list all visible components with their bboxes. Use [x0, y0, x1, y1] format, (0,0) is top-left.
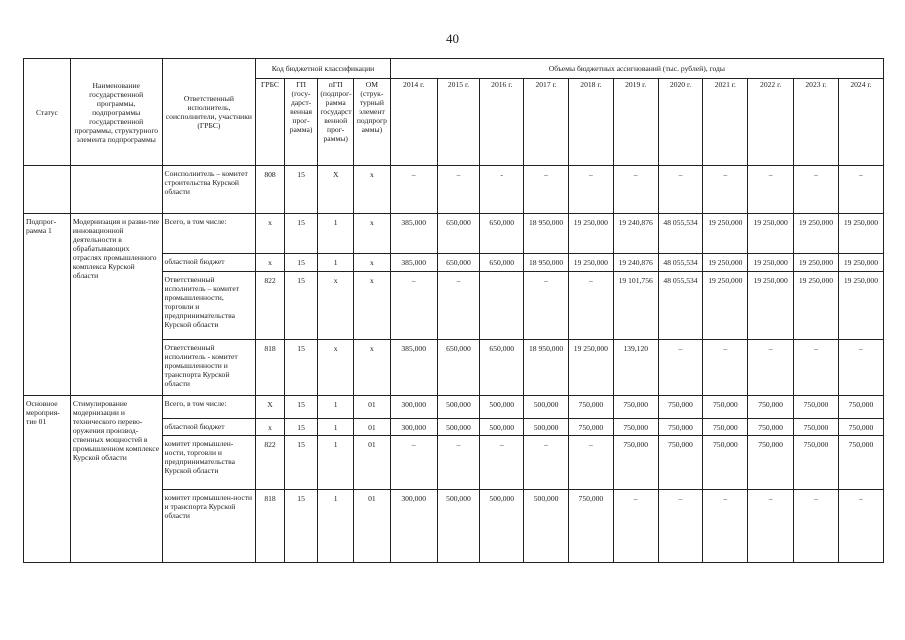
header-om: ОМ (струк-турный элемент подпрогр аммы) — [354, 79, 391, 166]
value-cell: 750,000 — [838, 396, 883, 419]
value-cell: – — [703, 340, 748, 396]
value-cell: 750,000 — [658, 436, 703, 490]
om-cell: 01 — [354, 396, 391, 419]
value-cell: 19 101,756 — [613, 272, 658, 340]
value-cell: 500,000 — [437, 419, 480, 436]
header-year: 2014 г. — [390, 79, 437, 166]
header-year: 2018 г. — [568, 79, 613, 166]
value-cell: – — [524, 436, 569, 490]
value-cell: 385,000 — [390, 340, 437, 396]
om-cell: х — [354, 254, 391, 272]
value-cell: 18 950,000 — [524, 214, 569, 254]
value-cell: 48 055,534 — [658, 214, 703, 254]
responsible-cell: Ответственный исполнитель – комитет промышленности, торговли и предпринимательства Курской области — [162, 272, 256, 340]
value-cell: – — [794, 340, 839, 396]
value-cell: – — [437, 166, 480, 214]
pgp-cell: Х — [318, 166, 354, 214]
responsible-cell: областной бюджет — [162, 254, 256, 272]
responsible-cell: комитет промышлен-ности, торговли и предпринимательства Курской области — [162, 436, 256, 490]
value-cell: 19 250,000 — [703, 254, 748, 272]
header-gp: ГП (госу-дарст-венная прог-рамма) — [284, 79, 318, 166]
value-cell: 385,000 — [390, 254, 437, 272]
value-cell: 19 250,000 — [794, 272, 839, 340]
value-cell: – — [838, 166, 883, 214]
status-cell: Подпрог-рамма 1 — [24, 214, 71, 396]
value-cell: 300,000 — [390, 490, 437, 563]
pgp-cell: х — [318, 272, 354, 340]
value-cell: 500,000 — [524, 490, 569, 563]
header-year: 2015 г. — [437, 79, 480, 166]
pgp-cell: 1 — [318, 490, 354, 563]
value-cell: – — [437, 436, 480, 490]
value-cell: 750,000 — [838, 419, 883, 436]
header-year: 2019 г. — [613, 79, 658, 166]
value-cell: 19 240,876 — [613, 254, 658, 272]
value-cell: 750,000 — [748, 419, 794, 436]
value-cell: – — [390, 166, 437, 214]
value-cell: 750,000 — [838, 436, 883, 490]
table-row — [24, 396, 884, 419]
value-cell: 48 055,534 — [658, 254, 703, 272]
value-cell: 750,000 — [658, 419, 703, 436]
value-cell: 19 250,000 — [794, 254, 839, 272]
value-cell: 19 250,000 — [748, 272, 794, 340]
value-cell: 750,000 — [568, 490, 613, 563]
header-budget-code: Код бюджетной классификации — [256, 59, 390, 79]
value-cell: – — [524, 166, 569, 214]
responsible-cell: Всего, в том числе: — [162, 214, 256, 254]
value-cell: 19 250,000 — [703, 214, 748, 254]
header-year: 2023 г. — [794, 79, 839, 166]
om-cell: х — [354, 166, 391, 214]
page-number: 40 — [446, 31, 459, 46]
value-cell: 650,000 — [437, 340, 480, 396]
value-cell: – — [838, 340, 883, 396]
value-cell: 19 250,000 — [838, 272, 883, 340]
value-cell: 750,000 — [748, 396, 794, 419]
responsible-cell: комитет промышлен-ности и транспорта Курской области — [162, 490, 256, 563]
header-responsible: Ответственный исполнитель, соисполнители, участники (ГРБС) — [162, 59, 256, 166]
value-cell: 750,000 — [613, 436, 658, 490]
pgp-cell: 1 — [318, 396, 354, 419]
budget-table — [23, 58, 884, 563]
grbs-cell: 818 — [256, 340, 285, 396]
value-cell: 18 950,000 — [524, 340, 569, 396]
header-volumes: Объемы бюджетных ассигнований (тыс. рублей), годы — [390, 59, 883, 79]
value-cell — [480, 272, 524, 340]
gp-cell: 15 — [284, 340, 318, 396]
value-cell: 19 250,000 — [748, 254, 794, 272]
value-cell: – — [613, 166, 658, 214]
value-cell: – — [748, 166, 794, 214]
value-cell: 48 055,534 — [658, 272, 703, 340]
value-cell: – — [568, 272, 613, 340]
header-year: 2020 г. — [658, 79, 703, 166]
header-year: 2022 г. — [748, 79, 794, 166]
value-cell: – — [437, 272, 480, 340]
value-cell: 750,000 — [794, 419, 839, 436]
value-cell: – — [748, 490, 794, 563]
responsible-cell: Ответственный исполнитель - комитет промышленности и транспорта Курской области — [162, 340, 256, 396]
value-cell: 139,120 — [613, 340, 658, 396]
name-cell: Модернизация и разви-тие инновационной деятельности в обрабатывающих отраслях промышленного комплекса Курской области — [70, 214, 162, 396]
pgp-cell: 1 — [318, 254, 354, 272]
value-cell: 650,000 — [437, 254, 480, 272]
value-cell: 500,000 — [480, 419, 524, 436]
responsible-cell: Всего, в том числе: — [162, 396, 256, 419]
value-cell: – — [794, 490, 839, 563]
value-cell: 19 250,000 — [568, 214, 613, 254]
value-cell: 300,000 — [390, 419, 437, 436]
value-cell: 750,000 — [568, 419, 613, 436]
header-status: Статус — [24, 59, 71, 166]
table-row — [24, 166, 884, 214]
value-cell: 19 250,000 — [838, 214, 883, 254]
value-cell: 19 250,000 — [794, 214, 839, 254]
om-cell: х — [354, 272, 391, 340]
gp-cell: 15 — [284, 396, 318, 419]
value-cell: 650,000 — [480, 214, 524, 254]
value-cell: – — [658, 490, 703, 563]
grbs-cell: 818 — [256, 490, 285, 563]
gp-cell: 15 — [284, 419, 318, 436]
value-cell: 750,000 — [613, 419, 658, 436]
pgp-cell: 1 — [318, 214, 354, 254]
pgp-cell: х — [318, 340, 354, 396]
value-cell: – — [568, 166, 613, 214]
value-cell: 18 950,000 — [524, 254, 569, 272]
status-cell: Основное мероприя-тие 01 — [24, 396, 71, 563]
value-cell: 500,000 — [480, 396, 524, 419]
responsible-cell: Соисполнитель – комитет строительства Курской области — [162, 166, 256, 214]
value-cell: 19 250,000 — [838, 254, 883, 272]
om-cell: 01 — [354, 490, 391, 563]
grbs-cell: х — [256, 214, 285, 254]
value-cell: – — [703, 490, 748, 563]
value-cell: 500,000 — [437, 490, 480, 563]
value-cell: – — [613, 490, 658, 563]
value-cell: - — [480, 166, 524, 214]
value-cell: 19 250,000 — [703, 272, 748, 340]
value-cell: 650,000 — [437, 214, 480, 254]
value-cell: – — [658, 166, 703, 214]
value-cell: 19 250,000 — [568, 340, 613, 396]
header-year: 2016 г. — [480, 79, 524, 166]
value-cell: – — [390, 436, 437, 490]
value-cell: – — [748, 340, 794, 396]
value-cell: 750,000 — [794, 396, 839, 419]
value-cell: 300,000 — [390, 396, 437, 419]
gp-cell: 15 — [284, 214, 318, 254]
value-cell: – — [794, 166, 839, 214]
value-cell: 750,000 — [568, 396, 613, 419]
responsible-cell: областной бюджет — [162, 419, 256, 436]
value-cell: 750,000 — [748, 436, 794, 490]
gp-cell: 15 — [284, 436, 318, 490]
grbs-cell: 808 — [256, 166, 285, 214]
value-cell: – — [480, 436, 524, 490]
grbs-cell: 822 — [256, 436, 285, 490]
grbs-cell: х — [256, 254, 285, 272]
name-cell: Стимулирование модернизации и технического перево-оружения производ-ственных мощностей в промышленном комплексе Курской области — [70, 396, 162, 563]
value-cell: 750,000 — [613, 396, 658, 419]
grbs-cell: 822 — [256, 272, 285, 340]
value-cell: – — [390, 272, 437, 340]
header-grbs: ГРБС — [256, 79, 285, 166]
value-cell: 19 250,000 — [568, 254, 613, 272]
om-cell: х — [354, 214, 391, 254]
gp-cell: 15 — [284, 272, 318, 340]
grbs-cell: х — [256, 419, 285, 436]
gp-cell: 15 — [284, 166, 318, 214]
header-year: 2021 г. — [703, 79, 748, 166]
header-year: 2024 г. — [838, 79, 883, 166]
om-cell: 01 — [354, 419, 391, 436]
value-cell: – — [838, 490, 883, 563]
value-cell: 19 240,876 — [613, 214, 658, 254]
value-cell: 750,000 — [794, 436, 839, 490]
om-cell: х — [354, 340, 391, 396]
pgp-cell: 1 — [318, 419, 354, 436]
name-cell — [70, 166, 162, 214]
value-cell: 500,000 — [480, 490, 524, 563]
value-cell: – — [568, 436, 613, 490]
value-cell: 500,000 — [524, 419, 569, 436]
value-cell: 19 250,000 — [748, 214, 794, 254]
value-cell: 750,000 — [703, 419, 748, 436]
gp-cell: 15 — [284, 254, 318, 272]
table-row — [24, 214, 884, 254]
pgp-cell: 1 — [318, 436, 354, 490]
value-cell: 650,000 — [480, 340, 524, 396]
value-cell: 750,000 — [658, 396, 703, 419]
value-cell: 385,000 — [390, 214, 437, 254]
header-pgp: пГП (подпрог-рамма государст венной прог-раммы) — [318, 79, 354, 166]
value-cell: – — [703, 166, 748, 214]
value-cell: 500,000 — [437, 396, 480, 419]
value-cell: 750,000 — [703, 436, 748, 490]
value-cell: 650,000 — [480, 254, 524, 272]
om-cell: 01 — [354, 436, 391, 490]
header-name: Наименование государственной программы, подпрограммы государственной программы, структурного элемента подпрограммы — [70, 59, 162, 166]
value-cell: – — [524, 272, 569, 340]
value-cell: 750,000 — [703, 396, 748, 419]
grbs-cell: Х — [256, 396, 285, 419]
status-cell — [24, 166, 71, 214]
header-year: 2017 г. — [524, 79, 569, 166]
value-cell: – — [658, 340, 703, 396]
value-cell: 500,000 — [524, 396, 569, 419]
gp-cell: 15 — [284, 490, 318, 563]
